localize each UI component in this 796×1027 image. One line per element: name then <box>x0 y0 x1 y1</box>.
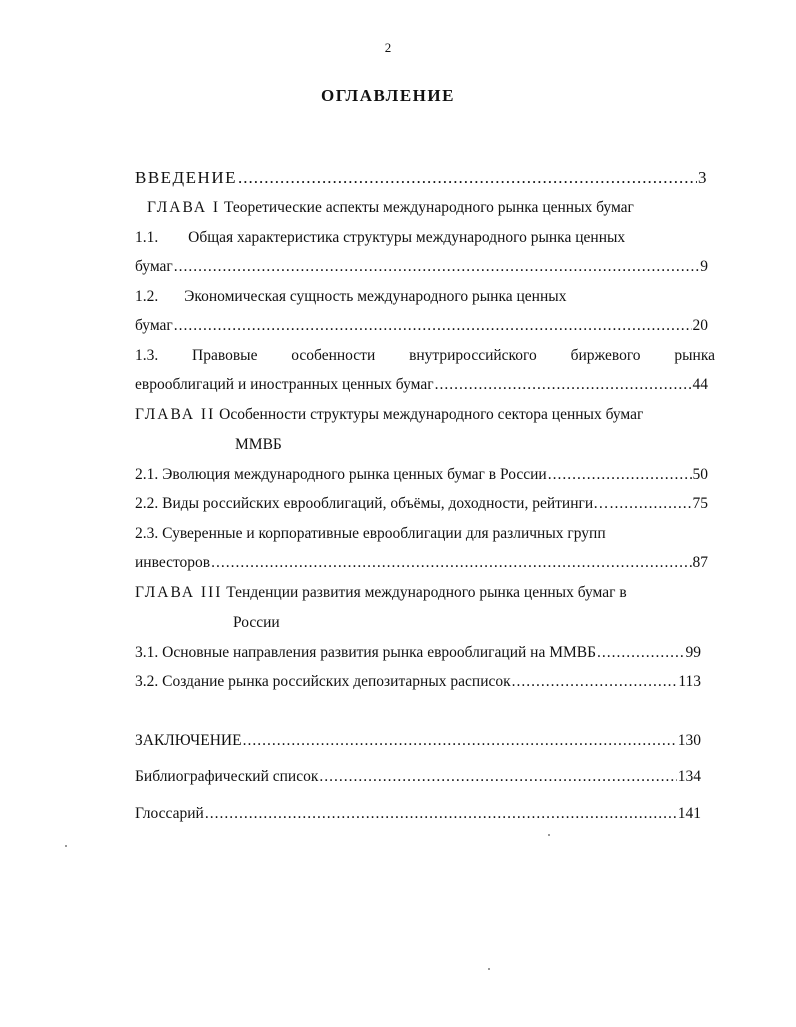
chapter-title: Особенности структуры международного сектора ценных бумаг <box>219 406 644 423</box>
chapter-title: Теоретические аспекты международного рынка ценных бумаг <box>223 199 634 216</box>
toc-entry-label: Глоссарий <box>135 805 204 822</box>
dot-leader <box>211 554 691 572</box>
toc-section-1-3-line2[interactable] <box>135 376 708 394</box>
scan-speck <box>488 968 490 970</box>
toc-section-1-2-line2[interactable] <box>135 317 708 335</box>
toc-section-1-1-line1[interactable] <box>135 229 625 247</box>
section-word: особенности <box>291 347 376 364</box>
chapter-word: ГЛАВА III <box>135 584 223 601</box>
toc-entry-page: 9 <box>700 258 708 275</box>
toc-section-3-1[interactable] <box>135 644 701 662</box>
section-title-continued: бумаг <box>135 258 173 275</box>
toc-chapter-2-heading[interactable] <box>135 406 643 424</box>
section-number: 1.2. <box>135 288 159 305</box>
toc-entry-page: 134 <box>677 768 701 785</box>
section-title: 2.1. Эволюция международного рынка ценных бумаг в России <box>135 466 547 483</box>
section-word: рынка <box>674 347 715 364</box>
toc-chapter-3-heading-continued: России <box>233 614 280 631</box>
toc-section-2-2[interactable] <box>135 495 708 513</box>
toc-entry-page: 44 <box>692 376 708 393</box>
section-title: Общая характеристика структуры международного рынка ценных <box>188 229 626 246</box>
toc-entry-page: 141 <box>677 805 701 822</box>
toc-entry-glossary[interactable] <box>135 805 701 823</box>
dot-leader <box>205 805 677 823</box>
toc-entry-page: 75 <box>692 495 708 512</box>
dot-leader <box>548 466 692 484</box>
section-title: 3.2. Создание рынка российских депозитарных расписок <box>135 673 511 690</box>
toc-section-2-3-line1[interactable]: 2.3. Суверенные и корпоративные еврооблигации для различных групп <box>135 525 606 542</box>
scan-speck <box>548 834 550 836</box>
dot-leader <box>435 376 692 394</box>
toc-entry-bibliography[interactable] <box>135 768 701 786</box>
scan-speck <box>65 845 67 847</box>
chapter-word: ГЛАВА II <box>135 406 216 423</box>
section-title: 2.2. Виды российских еврооблигаций, объёмы, доходности, рейтинги… <box>135 495 609 512</box>
dot-leader <box>610 495 692 513</box>
section-word: биржевого <box>570 347 641 364</box>
toc-entry-page: 3 <box>698 168 708 187</box>
dot-leader <box>319 768 676 786</box>
toc-entry-conclusion[interactable] <box>135 732 701 750</box>
dot-leader <box>243 732 677 750</box>
dot-leader <box>597 644 684 662</box>
section-title-continued: бумаг <box>135 317 173 334</box>
toc-section-2-1[interactable] <box>135 466 708 484</box>
toc-entry-page: 50 <box>692 466 708 483</box>
toc-entry-label: ВВЕДЕНИЕ <box>135 168 237 187</box>
dot-leader <box>174 317 692 335</box>
dot-leader <box>512 673 678 691</box>
toc-chapter-2-heading-continued: ММВБ <box>235 436 282 453</box>
section-word: Правовые <box>192 347 258 364</box>
toc-entry-introduction[interactable] <box>135 168 708 188</box>
section-number: 1.1. <box>135 229 159 246</box>
toc-entry-page: 20 <box>692 317 708 334</box>
section-title-continued: еврооблигаций и иностранных ценных бумаг <box>135 376 434 393</box>
toc-entry-page: 130 <box>677 732 701 749</box>
toc-section-1-1-line2[interactable] <box>135 258 708 276</box>
dot-leader <box>174 258 699 276</box>
toc-section-1-2-line1[interactable] <box>135 288 566 306</box>
section-word: внутрироссийского <box>409 347 537 364</box>
section-title: Экономическая сущность международного рынка ценных <box>184 288 567 305</box>
section-title: 3.1. Основные направления развития рынка еврооблигаций на ММВБ <box>135 644 597 661</box>
chapter-word: ГЛАВА I <box>147 199 221 216</box>
toc-entry-page: 87 <box>692 554 708 571</box>
toc-chapter-1-heading[interactable] <box>147 199 634 217</box>
chapter-title: Тенденции развития международного рынка ценных бумаг в <box>226 584 627 601</box>
toc-section-3-2[interactable] <box>135 673 701 691</box>
toc-entry-label: ЗАКЛЮЧЕНИЕ <box>135 732 242 749</box>
toc-entry-page: 113 <box>678 673 701 690</box>
section-number: 1.3. <box>135 347 159 364</box>
toc-entry-label: Библиографический список <box>135 768 319 785</box>
dot-leader <box>238 168 697 188</box>
toc-entry-page: 99 <box>685 644 701 661</box>
page-title: ОГЛАВЛЕНИЕ <box>321 86 455 105</box>
toc-section-1-3-line1[interactable] <box>135 347 715 365</box>
page-number: 2 <box>384 40 392 55</box>
section-title-continued: инвесторов <box>135 554 211 571</box>
toc-section-2-3-line2[interactable] <box>135 554 708 572</box>
toc-chapter-3-heading[interactable] <box>135 584 627 602</box>
